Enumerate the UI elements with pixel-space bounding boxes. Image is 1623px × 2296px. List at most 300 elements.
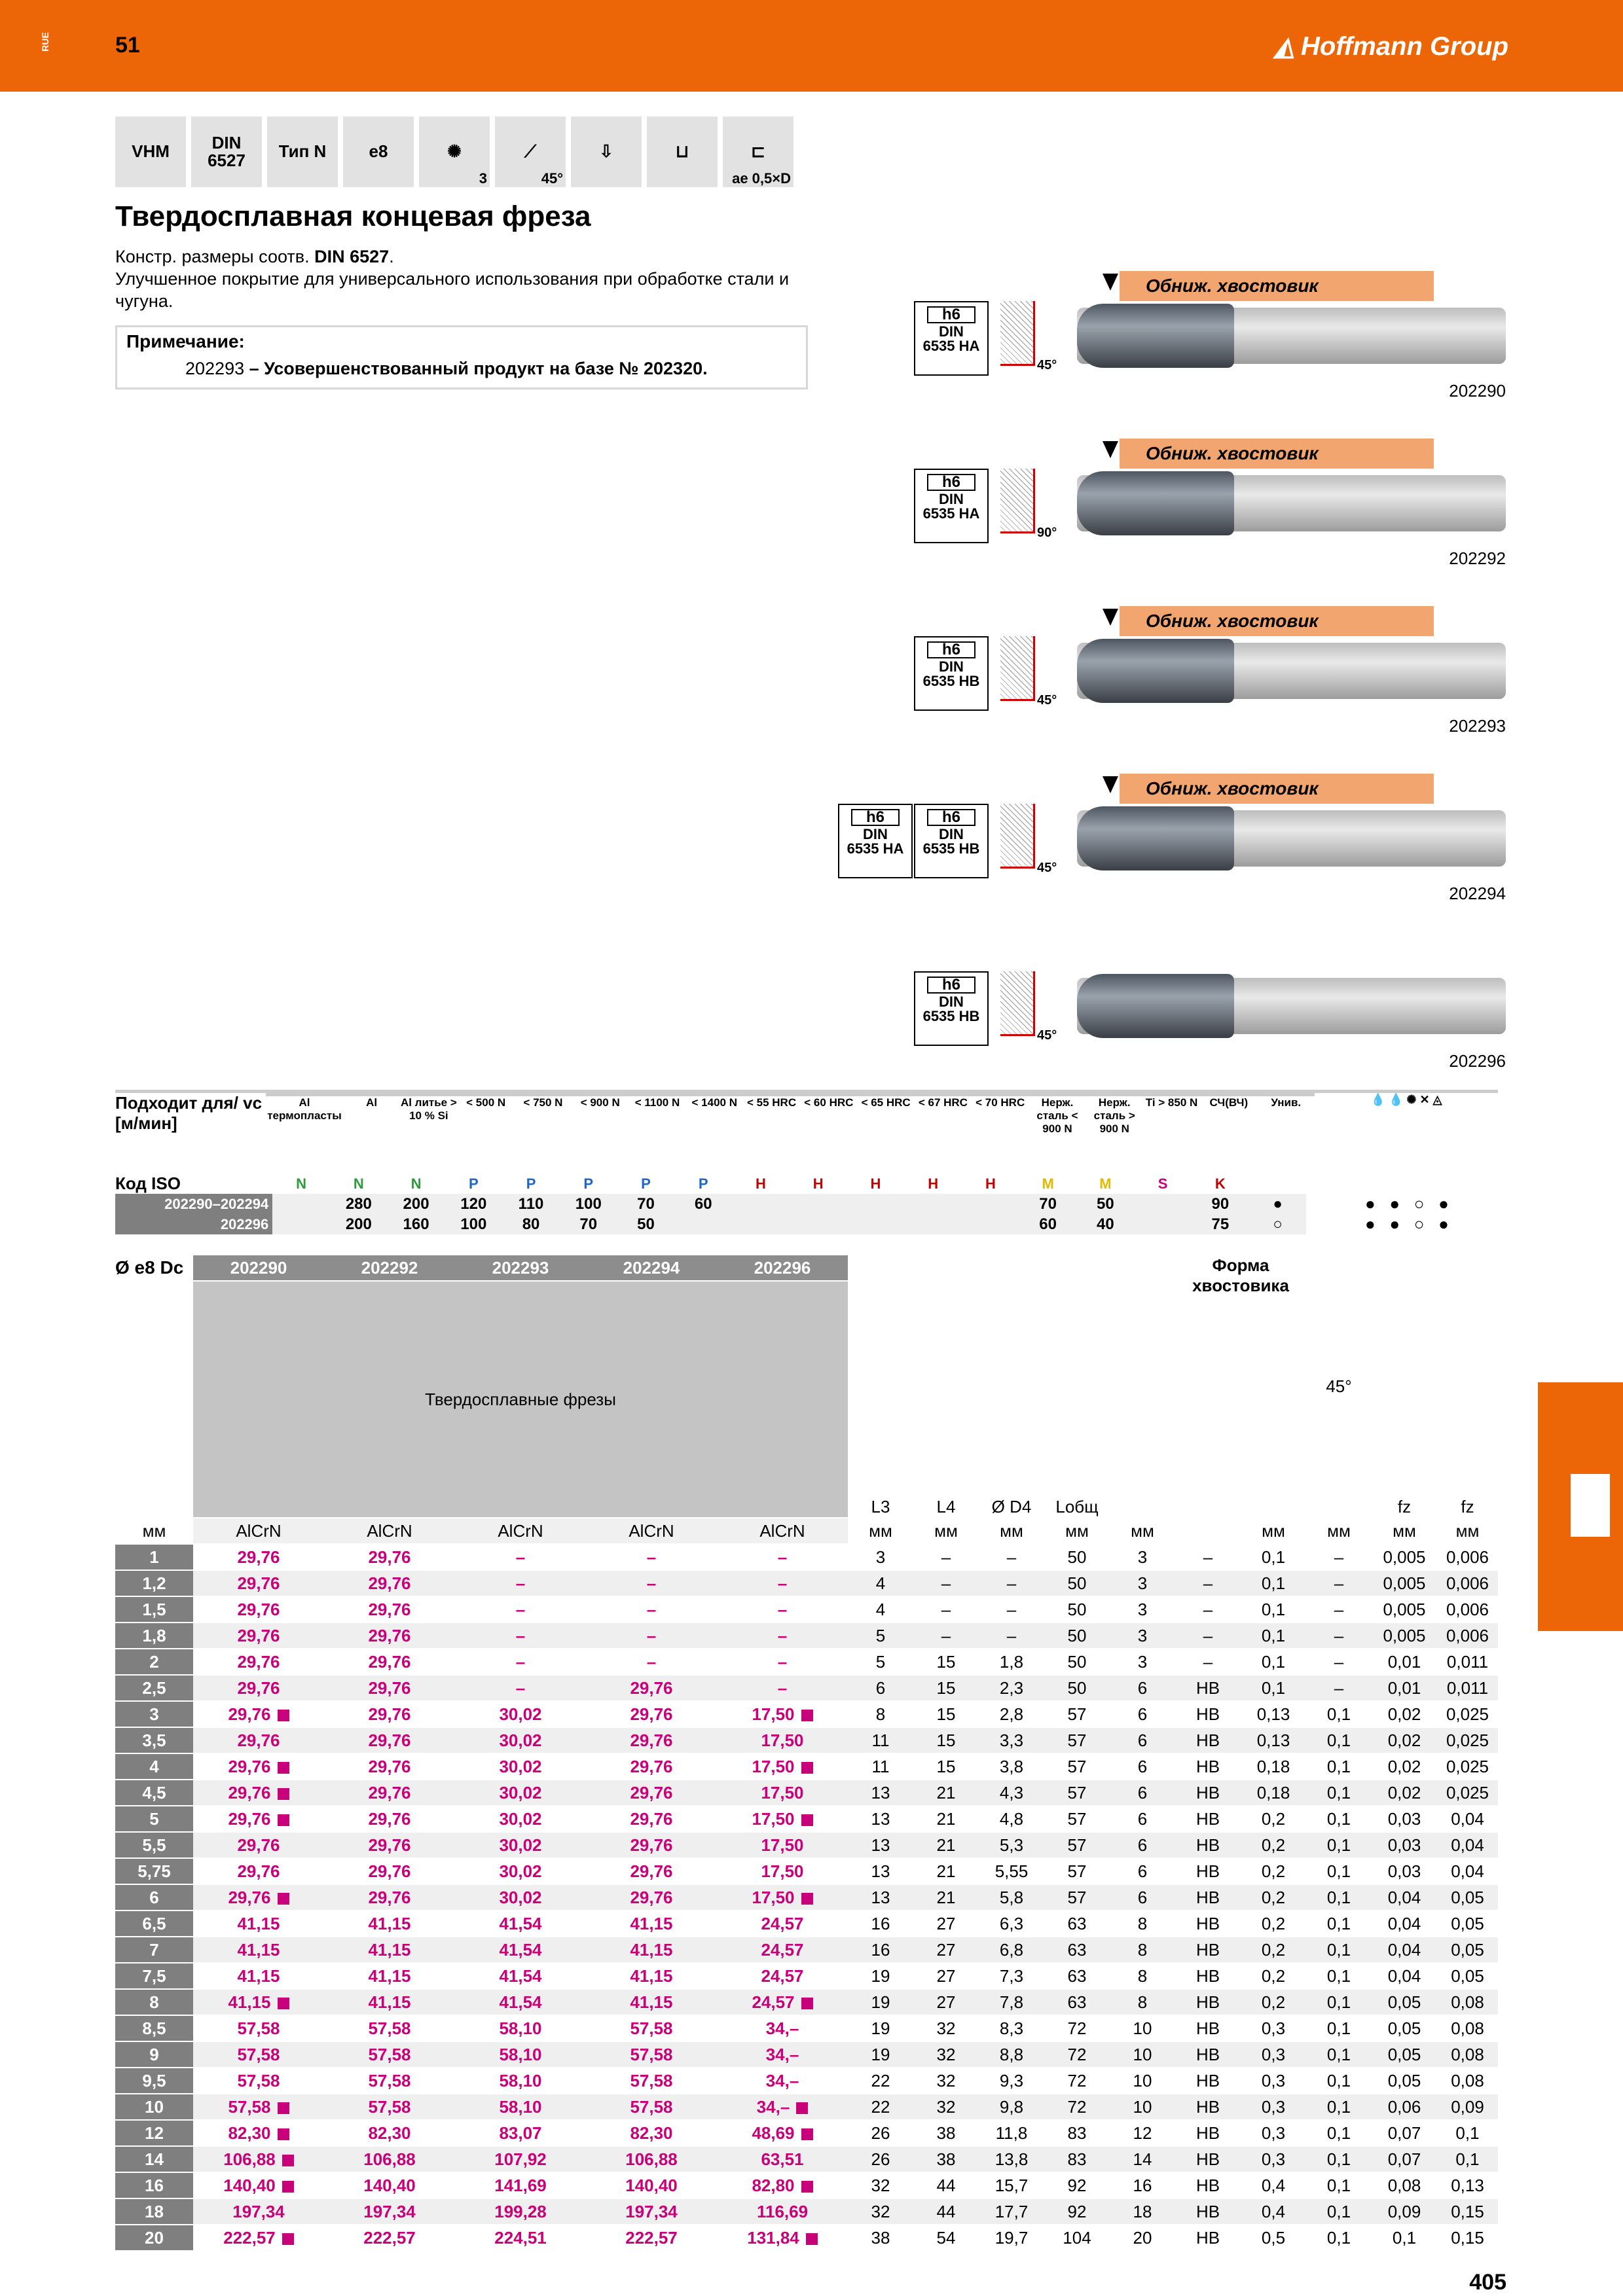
table-cell: 0,1 <box>1306 2068 1372 2094</box>
table-cell: 41,15 <box>193 1989 324 2015</box>
table-cell: 3 <box>1110 1623 1175 1649</box>
fit-column: < 60 HRC <box>800 1095 857 1174</box>
table-cell: 29,76 <box>193 1832 324 1858</box>
table-cell: 30,02 <box>455 1727 586 1753</box>
table-row <box>115 1675 1498 1701</box>
table-cell: 17,50 <box>717 1727 848 1753</box>
table-cell: 57,58 <box>586 2068 717 2094</box>
table-cell: 3 <box>115 1701 193 1727</box>
table-cell: 106,88 <box>324 2146 455 2172</box>
iso-label: Код ISO <box>115 1174 272 1194</box>
table-cell: – <box>586 1623 717 1649</box>
din-shank-icon: h6 DIN 6535 HB <box>914 804 989 878</box>
table-cell: 0,1 <box>1306 1937 1372 1963</box>
table-cell: 3 <box>848 1544 913 1570</box>
table-cell: 0,3 <box>1241 2120 1306 2146</box>
table-cell: 17,50 <box>717 1806 848 1832</box>
table-cell: 106,88 <box>586 2146 717 2172</box>
table-cell: – <box>1175 1570 1241 1596</box>
iso-code: P <box>526 1175 536 1192</box>
table-cell: HB <box>1175 1910 1241 1937</box>
table-cell: 0,005 <box>1372 1623 1437 1649</box>
table-cell: 29,76 <box>193 1753 324 1780</box>
table-cell: 29,76 <box>586 1675 717 1701</box>
table-cell: 5 <box>848 1623 913 1649</box>
table-cell: 0,1 <box>1306 2120 1372 2146</box>
fit-column: < 70 HRC <box>972 1095 1029 1174</box>
table-cell: – <box>586 1649 717 1675</box>
table-row <box>115 1596 1498 1623</box>
table-cell: 57,58 <box>193 2015 324 2041</box>
table-cell: 83,07 <box>455 2120 586 2146</box>
note-text: 202293 – Усовершенствованный продукт на базе № 202320. <box>185 359 708 378</box>
table-cell: 0,05 <box>1372 2015 1437 2041</box>
table-cell: 32 <box>913 2015 979 2041</box>
table-cell: 82,80 <box>717 2172 848 2198</box>
table-cell: 0,03 <box>1372 1832 1437 1858</box>
table-row <box>115 1884 1498 1910</box>
table-cell: 0,07 <box>1372 2120 1437 2146</box>
table-cell: 30,02 <box>455 1701 586 1727</box>
table-cell: 32 <box>913 2041 979 2068</box>
table-cell: 0,1 <box>1241 1544 1306 1570</box>
table-cell: HB <box>1175 2015 1241 2041</box>
table-cell: 63,51 <box>717 2146 848 2172</box>
table-cell: – <box>979 1596 1044 1623</box>
table-cell: 24,57 <box>717 1989 848 2015</box>
material-fit-table <box>115 1090 1498 1234</box>
table-cell: 6,3 <box>979 1910 1044 1937</box>
tool-code: 202296 <box>1449 1051 1506 1071</box>
table-cell: 57 <box>1044 1806 1110 1832</box>
table-cell: 41,15 <box>586 1989 717 2015</box>
product-202296: 202296 <box>717 1255 848 1281</box>
stock-marker-icon <box>801 1998 813 2009</box>
table-row <box>115 1910 1498 1937</box>
fit-column: Ti > 850 N <box>1143 1095 1200 1174</box>
table-cell: 15 <box>913 1701 979 1727</box>
fit-value: 50 <box>1077 1194 1135 1214</box>
table-cell: 0,4 <box>1241 2198 1306 2225</box>
table-cell: 29,76 <box>193 1623 324 1649</box>
tool-code: 202294 <box>1449 884 1506 903</box>
table-row <box>115 1832 1498 1858</box>
table-cell: – <box>913 1623 979 1649</box>
table-cell: 0,1 <box>1437 2146 1498 2172</box>
table-cell: 0,13 <box>1241 1701 1306 1727</box>
table-cell: 63 <box>1044 1989 1110 2015</box>
table-cell: 29,76 <box>586 1753 717 1780</box>
fit-column: < 55 HRC <box>743 1095 800 1174</box>
product-202293: 202293 <box>455 1255 586 1281</box>
shank-label: Обниж. хвостовик <box>1120 606 1434 636</box>
l3-header: L3 <box>848 1255 913 1518</box>
fit-label: Подходит для/ vc [м/мин] <box>115 1092 266 1174</box>
table-cell: 6 <box>1110 1806 1175 1832</box>
table-cell: 0,02 <box>1372 1727 1437 1753</box>
table-cell: 1 <box>115 1544 193 1570</box>
table-row <box>115 2172 1498 2198</box>
iso-code: H <box>756 1175 766 1192</box>
iso-code: K <box>1214 1175 1226 1192</box>
table-cell: 3 <box>1110 1649 1175 1675</box>
fit-value: 60 <box>674 1194 732 1214</box>
table-cell: – <box>586 1544 717 1570</box>
stock-marker-icon <box>282 2155 294 2166</box>
stock-marker-icon <box>278 1893 289 1905</box>
vhm-icon: VHM <box>115 117 186 187</box>
table-cell: 0,2 <box>1241 1963 1306 1989</box>
product-table: Ø e8 Dc 202290 202292 202293 202294 202296 L3 L4 Ø D4 Lобщ Форма хвостовика 45° fz fz Твердосплавные фрезы мм AlCrN AlCrN AlCrN AlCrN AlCrN мм мм мм мм мм мм мм мм мм 1 29,76 29,76 – – – 3 – – 50 3 – 0,1 – 0,005 0,006 1,2 29,76 29,76 – – – 4 – – 50 3 – 0,1 – 0,005 0,006 1,5 29,76 29,76 – – – 4 – – 50 3 – 0,1 – 0,005 0,006 1,8 29,76 29,76 – – – 5 – – 50 3 – 0,1 – 0,005 0,006 2 29,76 29,76 – – – 5 15 1,8 50 3 – 0,1 – 0,01 0,011 2,5 29,76 29,76 – 29,76 – 6 15 2,3 50 6 HB 0,1 – 0,01 0,011 3 29,76 29,76 30,02 29,76 17,50 8 15 2,8 57 6 HB 0,13 0,1 0,02 0,025 3,5 29,76 29,76 30,02 29,76 17,50 11 15 3,3 57 6 HB 0,13 0,1 0,02 0,025 4 29,76 29,76 30,02 29,76 17,50 11 15 3,8 57 6 HB 0,18 0,1 0,02 0,025 4,5 29,76 29,76 30,02 29,76 17,50 13 21 4,3 57 6 HB 0,18 0,1 0,02 0,025 5 29,76 29,76 30,02 29,76 17,50 13 21 4,8 57 6 HB 0,2 0,1 0,03 0,04 5,5 29,76 29,76 30,02 29,76 17,50 13 21 5,3 57 6 HB 0,2 0,1 0,03 0,04 5,75 29,76 29,76 30,02 29,76 17,50 13 21 5,55 57 6 HB 0,2 0,1 0,03 0,04 6 29,76 29,76 30,02 29,76 17,50 13 21 5,8 57 6 HB 0,2 0,1 0,04 0,05 6,5 41,15 41,15 41,54 41,15 24,57 16 27 6,3 63 8 HB 0,2 0,1 0,04 0,05 7 41,15 41,15 41,54 41,15 24,57 16 27 6,8 63 8 HB 0,2 0,1 0,04 0,05 7,5 41,15 41,15 41,54 41,15 24,57 19 27 7,3 63 8 HB 0,2 0,1 0,04 0,05 8 41,15 41,15 41,54 41,15 24,57 19 27 7,8 63 8 HB 0,2 0,1 0,05 0,08 8,5 57,58 57,58 58,10 57,58 34,– 19 32 8,3 72 10 HB 0,3 0,1 0,05 0,08 9 57,58 57,58 58,10 57,58 34,– 19 32 8,8 72 10 HB 0,3 0,1 0,05 0,08 9,5 57,58 57,58 58,10 57,58 34,– 22 32 9,3 72 10 HB 0,3 0,1 0,05 0,08 10 57,58 57,58 58,10 57,58 34,– 22 32 9,8 72 10 HB 0,3 0,1 0,06 0,09 12 82,30 82,30 83,07 82,30 48,69 26 38 11,8 83 12 HB 0,3 0,1 0,07 0,1 14 106,88 106,88 107,92 106,88 63,51 26 38 13,8 83 14 HB 0,3 0,1 0,07 0,1 16 140,40 140,40 141,69 140,40 82,80 32 44 15,7 92 16 HB 0,4 0,1 0,08 0,13 18 197,34 197,34 199,28 197,34 116,69 32 44 17,7 92 18 HB 0,4 0,1 0,09 0,15 20 222,57 222,57 224,51 222,57 131,84 38 54 19,7 104 20 HB 0,5 0,1 0,1 0,15 <box>115 1255 1498 2251</box>
table-cell: 0,04 <box>1372 1963 1437 1989</box>
table-cell: 0,03 <box>1372 1806 1437 1832</box>
table-cell: 41,15 <box>324 1963 455 1989</box>
arrow-down-icon <box>1103 609 1118 626</box>
table-cell: 41,15 <box>586 1937 717 1963</box>
table-cell: 131,84 <box>717 2225 848 2251</box>
fit-column: СЧ(ВЧ) <box>1200 1095 1257 1174</box>
tool-image <box>903 932 1506 1076</box>
table-row <box>115 1858 1498 1884</box>
table-cell: 3 <box>1110 1544 1175 1570</box>
table-cell: 83 <box>1044 2120 1110 2146</box>
angle-icon: 45° <box>1000 971 1040 1043</box>
fit-columns <box>266 1092 1315 1174</box>
table-cell: – <box>979 1570 1044 1596</box>
iso-code: P <box>641 1175 651 1192</box>
shank-header <box>1110 1255 1175 1518</box>
table-cell: 29,76 <box>586 1832 717 1858</box>
angle-icon: 90° <box>1000 469 1040 541</box>
table-cell: 29,76 <box>324 1858 455 1884</box>
table-cell: 5,55 <box>979 1858 1044 1884</box>
table-cell: 29,76 <box>193 1675 324 1701</box>
table-cell: 92 <box>1044 2172 1110 2198</box>
table-cell: 41,15 <box>586 1963 717 1989</box>
table-cell: 57 <box>1044 1832 1110 1858</box>
table-cell: 29,76 <box>193 1596 324 1623</box>
table-cell: 6 <box>1110 1701 1175 1727</box>
table-cell: 0,07 <box>1372 2146 1437 2172</box>
table-cell: 107,92 <box>455 2146 586 2172</box>
table-row <box>115 2120 1498 2146</box>
table-cell: 0,03 <box>1372 1858 1437 1884</box>
iso-code: H <box>928 1175 939 1192</box>
table-cell: 106,88 <box>193 2146 324 2172</box>
table-cell: 2,5 <box>115 1675 193 1701</box>
fit-value: 110 <box>502 1194 560 1214</box>
table-cell: 41,54 <box>455 1910 586 1937</box>
arrow-down-icon <box>1103 274 1118 291</box>
table-row <box>115 1780 1498 1806</box>
table-cell: 24,57 <box>717 1910 848 1937</box>
fit-value: 75 <box>1192 1214 1249 1234</box>
table-cell: 11 <box>848 1727 913 1753</box>
table-cell: 29,76 <box>586 1727 717 1753</box>
table-cell: 0,1 <box>1306 1701 1372 1727</box>
angle-header: 45° <box>1306 1255 1372 1518</box>
table-cell: 0,04 <box>1437 1858 1498 1884</box>
table-row <box>115 2015 1498 2041</box>
fit-value <box>674 1214 732 1234</box>
table-cell: HB <box>1175 2094 1241 2120</box>
table-cell: 222,57 <box>324 2225 455 2251</box>
d4-header: Ø D4 <box>979 1255 1044 1518</box>
stock-marker-icon <box>796 2102 808 2114</box>
table-cell: 41,54 <box>455 1989 586 2015</box>
table-cell: 104 <box>1044 2225 1110 2251</box>
fit-column: Нерж. сталь < 900 N <box>1029 1095 1085 1174</box>
table-cell: 30,02 <box>455 1780 586 1806</box>
table-cell: 0,1 <box>1306 1884 1372 1910</box>
table-row <box>115 1989 1498 2015</box>
table-cell: HB <box>1175 2146 1241 2172</box>
table-row <box>115 1623 1498 1649</box>
table-cell: 0,08 <box>1437 2015 1498 2041</box>
table-cell: 50 <box>1044 1570 1110 1596</box>
type-icon: Тип N <box>267 117 338 187</box>
table-cell: 0,025 <box>1437 1701 1498 1727</box>
table-cell: 0,1 <box>1306 2146 1372 2172</box>
table-cell: 8 <box>1110 1963 1175 1989</box>
table-cell: 0,1 <box>1306 2041 1372 2068</box>
table-cell: 24,57 <box>717 1963 848 1989</box>
fit-column: Al <box>343 1095 400 1174</box>
table-cell: 199,28 <box>455 2198 586 2225</box>
table-cell: 18 <box>1110 2198 1175 2225</box>
table-cell: 0,02 <box>1372 1701 1437 1727</box>
table-cell: – <box>717 1675 848 1701</box>
table-cell: – <box>455 1544 586 1570</box>
table-cell: 0,1 <box>1306 1753 1372 1780</box>
table-cell: 50 <box>1044 1623 1110 1649</box>
ae-icon: ⊏ ae 0,5×D <box>723 117 793 187</box>
table-cell: 0,025 <box>1437 1780 1498 1806</box>
table-cell: 72 <box>1044 2094 1110 2120</box>
table-cell: 17,50 <box>717 1858 848 1884</box>
fit-value <box>732 1194 790 1214</box>
iso-code: H <box>870 1175 881 1192</box>
tool-code: 202293 <box>1449 716 1506 736</box>
table-cell: – <box>1306 1649 1372 1675</box>
table-cell: HB <box>1175 1675 1241 1701</box>
fit-column: < 67 HRC <box>915 1095 972 1174</box>
table-cell: 4 <box>115 1753 193 1780</box>
table-cell: – <box>717 1570 848 1596</box>
brand-logo: ◭ Hoffmann Group <box>1274 32 1508 61</box>
table-cell: 57 <box>1044 1780 1110 1806</box>
tool-flute <box>1077 471 1234 535</box>
table-cell: 44 <box>913 2172 979 2198</box>
table-cell: 54 <box>913 2225 979 2251</box>
table-cell: 8 <box>1110 1937 1175 1963</box>
table-cell: – <box>913 1570 979 1596</box>
table-cell: 0,006 <box>1437 1623 1498 1649</box>
table-cell: 29,76 <box>193 1780 324 1806</box>
fit-value: 80 <box>502 1214 560 1234</box>
table-cell: 5,75 <box>115 1858 193 1884</box>
table-row <box>115 1727 1498 1753</box>
table-cell: 0,02 <box>1372 1780 1437 1806</box>
table-cell: HB <box>1175 1858 1241 1884</box>
table-cell: 44 <box>913 2198 979 2225</box>
table-cell: 17,7 <box>979 2198 1044 2225</box>
table-cell: 57,58 <box>324 2094 455 2120</box>
table-cell: 10 <box>1110 2068 1175 2094</box>
table-cell: 9 <box>115 2041 193 2068</box>
table-cell: 0,1 <box>1306 1780 1372 1806</box>
table-cell: 29,76 <box>324 1727 455 1753</box>
stock-marker-icon <box>801 1710 813 1721</box>
table-cell: 57 <box>1044 1701 1110 1727</box>
table-cell: 17,50 <box>717 1832 848 1858</box>
table-cell: 29,76 <box>586 1701 717 1727</box>
table-cell: 1,8 <box>115 1623 193 1649</box>
table-cell: 0,2 <box>1241 1937 1306 1963</box>
table-cell: 0,1 <box>1306 1858 1372 1884</box>
table-cell: 0,3 <box>1241 2094 1306 2120</box>
fit-value: ● <box>1249 1194 1307 1214</box>
table-cell: HB <box>1175 1884 1241 1910</box>
iso-code: N <box>353 1175 364 1192</box>
table-cell: 3 <box>1110 1570 1175 1596</box>
table-cell: 0,3 <box>1241 2068 1306 2094</box>
table-cell: 21 <box>913 1884 979 1910</box>
table-cell: 58,10 <box>455 2041 586 2068</box>
fit-column: < 500 N <box>458 1095 515 1174</box>
table-cell: 140,40 <box>586 2172 717 2198</box>
tool-flute <box>1077 806 1234 870</box>
fit-value: 50 <box>617 1214 675 1234</box>
table-cell: 0,025 <box>1437 1753 1498 1780</box>
lang-tag: RUE <box>39 32 50 52</box>
fit-column: < 1400 N <box>686 1095 743 1174</box>
table-cell: 4 <box>848 1596 913 1623</box>
table-cell: 22 <box>848 2068 913 2094</box>
iso-code: P <box>698 1175 708 1192</box>
stock-marker-icon <box>282 2233 294 2245</box>
tool-image <box>903 429 1506 573</box>
diam-label: Ø e8 Dc <box>115 1255 193 1281</box>
table-cell: 41,15 <box>324 1989 455 2015</box>
table-cell: 57,58 <box>586 2094 717 2120</box>
fit-value: ○ <box>1249 1214 1307 1234</box>
table-cell: 34,– <box>717 2068 848 2094</box>
stock-marker-icon <box>801 2181 813 2193</box>
table-cell: 0,006 <box>1437 1570 1498 1596</box>
table-cell: 0,08 <box>1437 2041 1498 2068</box>
fit-column: < 65 HRC <box>857 1095 914 1174</box>
table-cell: 92 <box>1044 2198 1110 2225</box>
table-cell: 29,76 <box>586 1806 717 1832</box>
table-cell: 63 <box>1044 1937 1110 1963</box>
table-cell: 13 <box>848 1884 913 1910</box>
table-cell: 0,2 <box>1241 1989 1306 2015</box>
tool-code: 202290 <box>1449 381 1506 401</box>
table-cell: 0,05 <box>1437 1910 1498 1937</box>
fit-value <box>847 1214 905 1234</box>
stock-marker-icon <box>801 1893 813 1905</box>
table-cell: 0,05 <box>1437 1884 1498 1910</box>
fit-value: 280 <box>330 1194 388 1214</box>
table-cell: 57,58 <box>586 2015 717 2041</box>
table-cell: 19,7 <box>979 2225 1044 2251</box>
fit-value <box>790 1194 847 1214</box>
table-cell: – <box>717 1544 848 1570</box>
table-cell: 0,09 <box>1372 2198 1437 2225</box>
table-cell: 0,5 <box>1241 2225 1306 2251</box>
table-cell: 13 <box>848 1806 913 1832</box>
table-cell: 5 <box>848 1649 913 1675</box>
shank-form-header: Форма хвостовика <box>1175 1255 1306 1518</box>
table-cell: 12 <box>115 2120 193 2146</box>
table-cell: 16 <box>1110 2172 1175 2198</box>
stock-marker-icon <box>278 1710 289 1721</box>
table-cell: 48,69 <box>717 2120 848 2146</box>
table-row <box>115 2225 1498 2251</box>
table-cell: 58,10 <box>455 2094 586 2120</box>
fit-column: Al термопласты <box>266 1095 343 1174</box>
table-cell: – <box>717 1649 848 1675</box>
table-cell: 14 <box>115 2146 193 2172</box>
fit-value <box>732 1214 790 1234</box>
stock-marker-icon <box>278 1762 289 1774</box>
table-cell: 13 <box>848 1832 913 1858</box>
table-cell: 57 <box>1044 1753 1110 1780</box>
table-cell: 15 <box>913 1753 979 1780</box>
table-cell: 2,3 <box>979 1675 1044 1701</box>
fit-value <box>1134 1214 1192 1234</box>
table-cell: 29,76 <box>586 1858 717 1884</box>
table-cell: 21 <box>913 1780 979 1806</box>
table-cell: 30,02 <box>455 1884 586 1910</box>
table-cell: 0,05 <box>1437 1937 1498 1963</box>
note-title: Примечание: <box>126 331 245 351</box>
table-cell: 9,3 <box>979 2068 1044 2094</box>
table-cell: 16 <box>115 2172 193 2198</box>
fit-value: 70 <box>560 1214 617 1234</box>
table-cell: 0,09 <box>1437 2094 1498 2120</box>
table-cell: 11 <box>848 1753 913 1780</box>
table-cell: 0,01 <box>1372 1649 1437 1675</box>
table-cell: 0,1 <box>1306 2172 1372 2198</box>
coolant-values: ● ● ○ ● <box>1355 1194 1449 1213</box>
table-cell: 0,1 <box>1306 1910 1372 1937</box>
angle-icon: 45° <box>1000 301 1040 373</box>
table-cell: 16 <box>848 1910 913 1937</box>
stock-marker-icon <box>278 2128 289 2140</box>
fit-value: 90 <box>1192 1194 1249 1214</box>
fit-row-label: 202296 <box>115 1214 272 1234</box>
table-cell: HB <box>1175 2172 1241 2198</box>
product-caption: Твердосплавные фрезы <box>425 1389 616 1409</box>
stock-marker-icon <box>278 1998 289 2009</box>
stock-marker-icon <box>278 2102 289 2114</box>
iso-code: H <box>812 1175 824 1192</box>
table-cell: 21 <box>913 1858 979 1884</box>
iso-code: P <box>468 1175 479 1192</box>
side-tab <box>1538 1382 1623 1631</box>
table-cell: 0,18 <box>1241 1780 1306 1806</box>
arrow-down-icon <box>1103 776 1118 793</box>
table-cell: – <box>1306 1544 1372 1570</box>
table-cell: 6 <box>1110 1884 1175 1910</box>
table-cell: 15,7 <box>979 2172 1044 2198</box>
table-cell: – <box>913 1544 979 1570</box>
table-cell: 29,76 <box>324 1806 455 1832</box>
fit-value <box>272 1194 330 1214</box>
table-cell: 5,5 <box>115 1832 193 1858</box>
